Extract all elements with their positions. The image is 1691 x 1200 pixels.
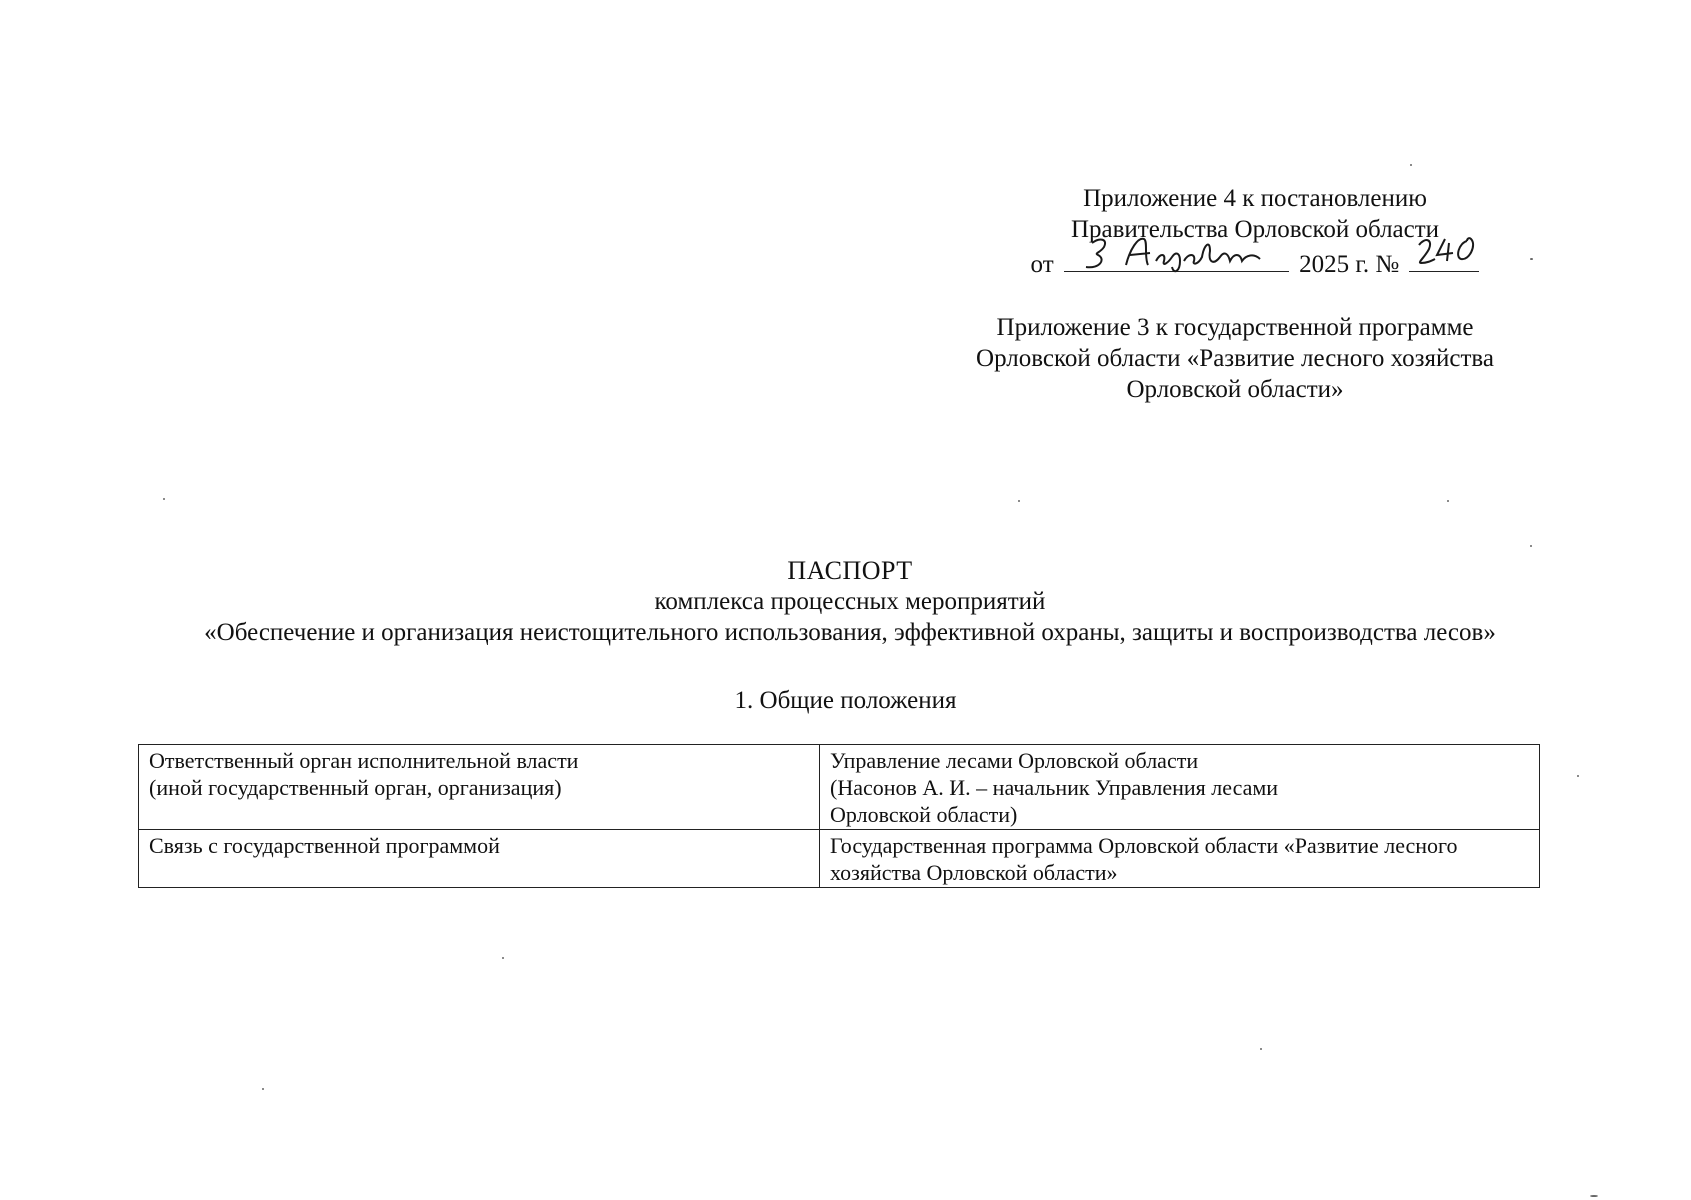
- cell-text: Ответственный орган исполнительной власти: [149, 748, 579, 773]
- annex-4-block: [985, 183, 1525, 279]
- passport-title-block: [60, 555, 1640, 648]
- table-row: [139, 745, 1540, 830]
- scan-speck: [502, 957, 504, 959]
- handwritten-number-field: [1409, 245, 1479, 272]
- annex-3-line-1: Приложение 3 к государственной программе: [996, 314, 1474, 341]
- cell-text: Орловской области): [830, 802, 1018, 827]
- table-cell-value: [820, 830, 1540, 888]
- general-provisions-table: [138, 744, 1540, 888]
- annex-3-line-2: Орловской области «Развитие лесного хозяйства: [976, 345, 1494, 372]
- date-year: 2025 г. №: [1299, 251, 1400, 278]
- handwritten-number-signature: [1409, 231, 1489, 271]
- annex-4-date-line: [985, 245, 1525, 279]
- annex-4-line-1: Приложение 4 к постановлению: [1083, 185, 1427, 212]
- cell-text: (иной государственный орган, организация): [149, 775, 562, 800]
- scan-speck: [1260, 1048, 1262, 1050]
- scan-speck: [1530, 258, 1533, 260]
- section-heading: 1. Общие положения: [734, 687, 957, 714]
- table-cell-label: [139, 830, 820, 888]
- handwritten-date-field: [1064, 245, 1289, 272]
- scan-speck: [1018, 500, 1020, 502]
- scan-speck: [163, 498, 165, 500]
- cell-text: хозяйства Орловской области»: [830, 860, 1118, 885]
- scan-speck: [1577, 775, 1579, 777]
- annex-4-line-2: Правительства Орловской области: [1070, 216, 1440, 243]
- scan-speck: [1410, 164, 1412, 166]
- annex-3-line-3: Орловской области»: [1126, 376, 1344, 403]
- scan-speck: [1590, 1195, 1598, 1197]
- handwritten-date-signature: [1064, 231, 1289, 271]
- cell-text: Управление лесами Орловской области: [830, 748, 1199, 773]
- cell-text: Государственная программа Орловской области «Развитие лесного: [830, 833, 1458, 858]
- passport-subtitle: комплекса процессных мероприятий: [654, 588, 1046, 615]
- cell-text: (Насонов А. И. – начальник Управления лесами: [830, 775, 1279, 800]
- scan-speck: [1530, 545, 1532, 547]
- scan-speck: [262, 1088, 264, 1090]
- date-prefix: от: [1030, 251, 1054, 278]
- table-row: [139, 830, 1540, 888]
- passport-title: ПАСПОРТ: [787, 556, 913, 585]
- table-cell-value: [820, 745, 1540, 830]
- cell-text: Связь с государственной программой: [149, 833, 500, 858]
- table-cell-label: [139, 745, 820, 830]
- annex-3-block: [935, 312, 1535, 405]
- passport-complex-name: «Обеспечение и организация неистощительного использования, эффективной охраны, защиты и воспроизводства лесов»: [204, 619, 1496, 646]
- scan-speck: [1447, 500, 1449, 502]
